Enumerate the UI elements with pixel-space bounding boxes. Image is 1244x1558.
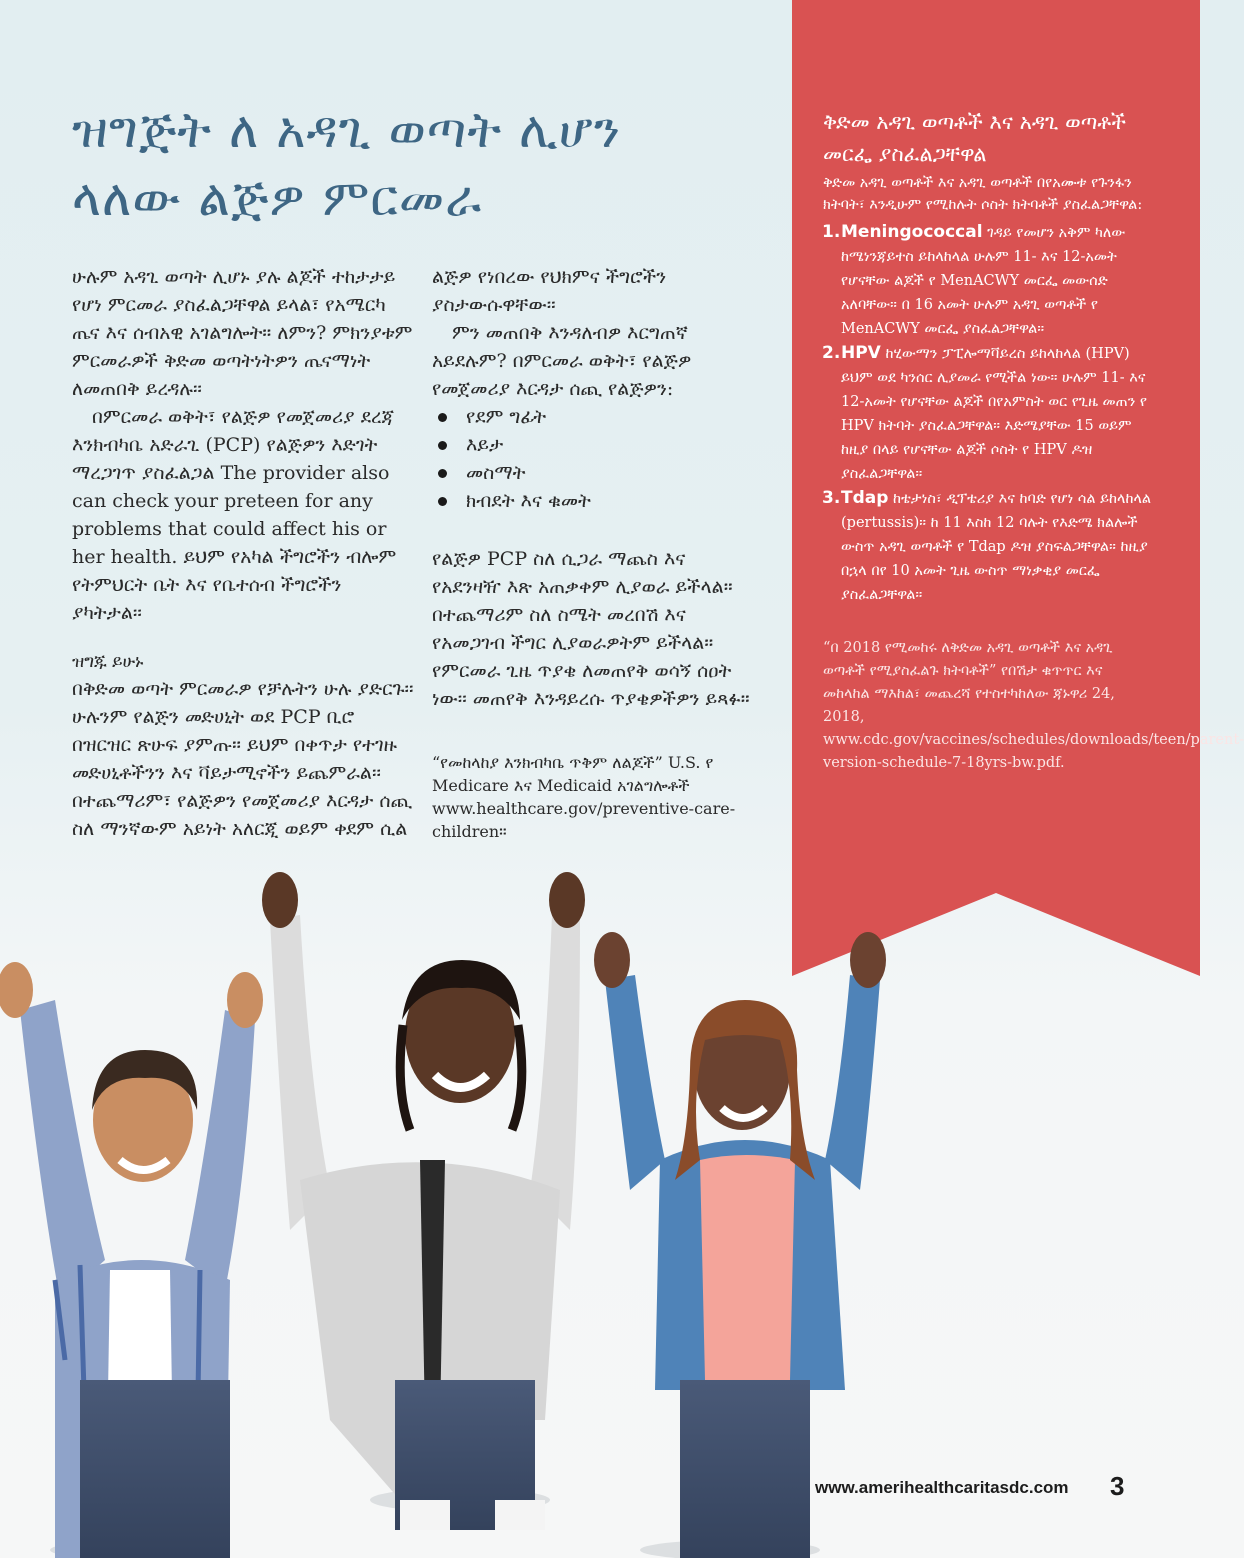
footer-website-url[interactable]: www.amerihealthcaritasdc.com — [815, 1478, 1069, 1497]
girl-right-figure — [594, 932, 886, 1558]
reference-citation: “የመከላከያ እንክብካቤ ጥቅም ለልጆች” U.S. የ Medicare እና Medicaid አገልግሎቶች www.healthcare.gov/preventive-care-children። — [432, 753, 736, 841]
list-item: የደም ግፊት — [432, 403, 752, 431]
vaccine-sidebar — [822, 106, 1244, 790]
item-number: 1. — [822, 222, 841, 242]
vaccine-item-tdap — [823, 486, 1153, 607]
sidebar-heading: ቅድመ አዳጊ ወጣቶች እና አዳጊ ወጣቶች መርፌ ያስፈልጋቸዋል — [823, 110, 1127, 166]
sidebar-citation: “በ 2018 የሚመከሩ ለቅድመ አዳጊ ወጣቶች እና አዳጊ ወጣቶች የሚያስፈልጉ ክትባቶች” የበሽታ ቁጥጥር እና መከላከል ማእከል፣ መጨረሻ የተስተካከለው ጃኑዋሪ 24, 2018, www.cdc.gov/vaccines/schedules/downloads/teen/parent-version-schedule-7-18yrs-bw.pdf. — [823, 640, 1244, 771]
discussion-paragraph: የልጅዎ PCP ስለ ሲጋራ ማጨስ እና የአደንዛዥ እጽ አጠቃቀም ሊያወራ ይችላል። በተጨማሪም ስለ ስሜት መረበሽ እና የአመጋገብ ችግር ሊያወራዎትም ይችላል። የምርመራ ጊዜ ጥያቄ ለመጠየቅ ወሳኝ ሰዐት ነው፡፡ መጠየቅ እንዳይረሱ ጥያቄዎችዎን ይጻፉ። — [432, 548, 750, 710]
section-heading-get-ready: ዝግጁ ይሁኑ — [72, 652, 144, 672]
item-number: 2. — [822, 343, 841, 363]
boy-middle-figure — [262, 872, 585, 1530]
vaccine-name: Tdap — [841, 488, 889, 508]
intro-paragraph: ሁሉም አዳጊ ወጣት ሊሆኑ ያሉ ልጆች ተከታታይ የሆነ ምርመራ ያስፈልጋቸዋል ይላል፣ የአሜርካ ጤና እና ሰብአዊ አገልግሎት። ለምን? ምክንያቱም ምርመራዎች ቅድመ ወጣትነትዎን ጤናማነት ለመጠበቅ ይረዳሉ፡፡ — [72, 266, 413, 400]
title-line-2: ላለው ልጅዎ ምርመራ — [72, 169, 483, 227]
continued-paragraph: ልጅዎ የነበረው የህክምና ችግሮችን ያስታውሱዋቸው፡፡ — [432, 266, 667, 316]
list-item: ክብደት እና ቁመት — [432, 487, 752, 515]
page-title — [72, 96, 772, 232]
boy-left-figure — [0, 962, 263, 1558]
vaccine-name: Meningococcal — [841, 222, 983, 242]
sidebar-intro: ቅድመ አዳጊ ወጣቶች እና አዳጊ ወጣቶች በየአሙቱ የጉንፋን ክትባት፣ እንዲሁም የሚከሉት ሶስት ክትባቶች ያስፈልጋቸዋል: — [823, 175, 1143, 213]
list-item: እይታ — [432, 431, 752, 459]
vaccine-item-meningococcal — [823, 220, 1153, 341]
list-item: መስማት — [432, 459, 752, 487]
vaccine-list — [823, 220, 1153, 607]
page-number: 3 — [1110, 1471, 1125, 1501]
vaccine-description: ገዳይ የመሆን አቅም ካለው ከሜነንጃይተስ ይከላከላል ሁሉም 11- እና 12-አመት የሆናቸው ልጆች የ MenACWY መርፌ መውሰድ አለባቸው። በ 16 አመት ሁሉም አዳጊ ወጣቶች የ MenACWY መርፌ ያስፈልጋቸዋል። — [841, 225, 1126, 337]
article-column-2 — [432, 263, 752, 843]
checkup-list — [432, 403, 752, 515]
checkup-paragraph: በምርመራ ወቅት፣ የልጅዎ የመጀመሪያ ደረጃ እንክብካቤ አድራጊ (PCP) የልጅዎን እድገት ማረጋገጥ ያስፈልጋል The provider also can check your preteen for any problems that could affect his or her health. ይህም የአካል ችግሮችን ብሎም የትምህርት ቤት እና የቤተሰብ ችግሮችን ያካትታል፡፡ — [72, 406, 397, 624]
vaccine-name: HPV — [841, 343, 881, 363]
vaccine-description: ከሂውማን ፓፒሎማቫይረስ ይከላከላል (HPV) ይህም ወደ ካንሰር ሊያመራ የሚችል ነው። ሁሉም 11- እና 12-አመት የሆናቸው ልጆች በየአምስት ወር የጊዜ መጠን የ HPV ክትባት ያስፈልጋቸዋል። እድሜያቸው 15 ወይም ከዚያ በላይ የሆናቸው ልጆች ሶስት የ HPV ዶዝ ያስፈልጋቸዋል። — [841, 346, 1147, 482]
article-column-1 — [72, 263, 417, 843]
what-to-expect-paragraph: ምን መጠበቅ እንዳለብዎ እርግጠኛ አይደሉም? በምርመራ ወቅት፣ የልጅዎ የመጀመሪያ እርዳታ ሰጪ የልጅዎን: — [432, 322, 692, 400]
vaccine-item-hpv — [823, 341, 1153, 486]
get-ready-paragraph: በቅድመ ወጣት ምርመራዎ የቻሉትን ሁሉ ያድርጉ፡፡ ሁሉንም የልጅን መድሀኒት ወደ PCP ቢሮ በዝርዝር ጽሁፍ ያምጡ። ይህም በቀጥታ የተገዙ መድሀኒቶችንን እና ቫይታሚኖችን ይጨምራል፡፡ በተጨማሪም፣ የልጅዎን የመጀመሪያ እርዳታ ሰጪ ስለ ማንኛውም አይነት አለርጂ ወይም ቀደም ሲል — [72, 678, 414, 840]
kids-thumbs-up-photo — [0, 860, 900, 1558]
title-line-1: ዝግጅት ለ አዳጊ ወጣት ሊሆን — [72, 101, 622, 159]
vaccine-description: ከቴታነስ፣ ዲፕቴሪያ እና ከባድ የሆነ ሳል ይከላከላል (pertussis)። ከ 11 እስከ 12 ባሉት የእድሜ ክልሎች ውስጥ አዳጊ ወጣቶች የ Tdap ዶዝ ያስፍልጋቸዋል። ከዚያ በኋላ በየ 10 አመት ጊዜ ውስጥ ማነቃቂያ መርፌ ያስፈልጋቸዋል። — [841, 491, 1152, 603]
item-number: 3. — [822, 488, 841, 508]
